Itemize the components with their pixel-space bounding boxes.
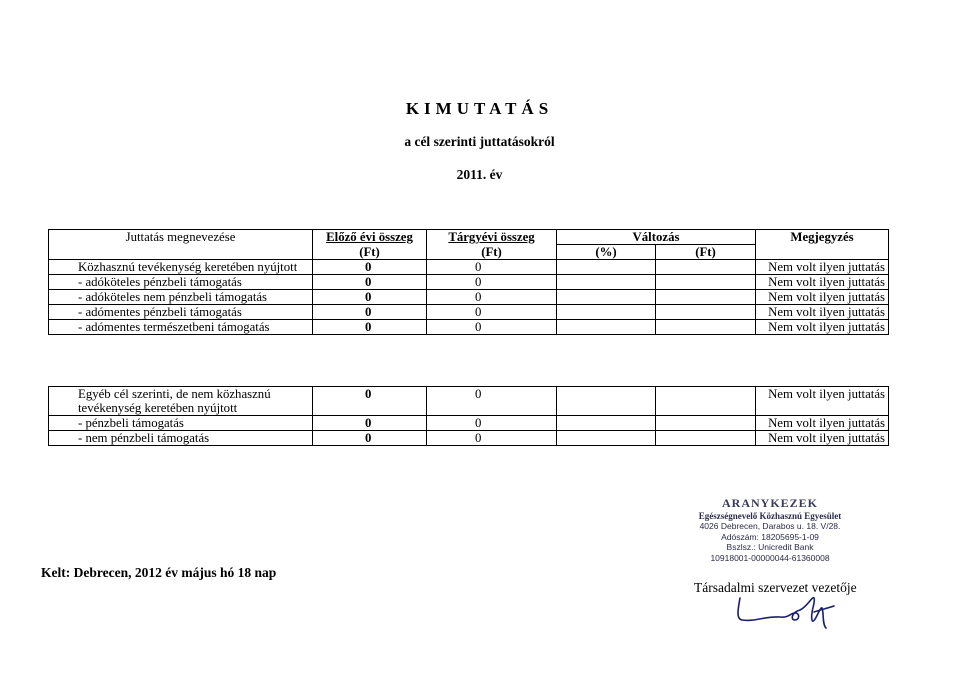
row-prev: 0	[313, 320, 427, 335]
leader-label: Társadalmi szervezet vezetője	[694, 580, 857, 595]
row-prev: 0	[313, 275, 427, 290]
document-subtitle: a cél szerinti juttatásokról	[404, 134, 555, 149]
table-row	[49, 387, 889, 416]
stamp-bank: Bszlsz.: Unicredit Bank	[726, 542, 814, 552]
table-row	[49, 305, 889, 320]
row-name: Egyéb cél szerinti, de nem közhasznú tevékenység keretében nyújtott	[49, 387, 313, 416]
signature	[730, 594, 840, 634]
header-note: Megjegyzés	[756, 230, 889, 245]
row-note: Nem volt ilyen juttatás	[756, 260, 889, 275]
stamp-account: 10918001-00000044-61360008	[710, 552, 830, 563]
row-curr: 0	[427, 260, 557, 275]
row-curr: 0	[427, 290, 557, 305]
row-note: Nem volt ilyen juttatás	[756, 431, 889, 446]
table-unit-row	[49, 245, 889, 260]
row-name: - nem pénzbeli támogatás	[49, 431, 313, 446]
row-name: Közhasznú tevékenység keretében nyújtott	[49, 260, 313, 275]
stamp-address: 4026 Debrecen, Darabos u. 18. V/28.	[699, 521, 841, 531]
row-note: Nem volt ilyen juttatás	[756, 290, 889, 305]
row-curr: 0	[427, 387, 557, 416]
row-prev: 0	[313, 260, 427, 275]
row-curr: 0	[427, 416, 557, 431]
row-curr: 0	[427, 275, 557, 290]
table-row	[49, 275, 889, 290]
row-prev: 0	[313, 387, 427, 416]
table-header-row	[49, 230, 889, 245]
unit-change-pct: (%)	[557, 245, 656, 260]
row-name: - pénzbeli támogatás	[49, 416, 313, 431]
unit-prev: (Ft)	[313, 245, 427, 260]
row-prev: 0	[313, 305, 427, 320]
stamp-org: Egészségnevelő Közhasznú Egyesület	[698, 511, 842, 521]
row-prev: 0	[313, 416, 427, 431]
header-change: Változás	[557, 230, 756, 245]
unit-curr: (Ft)	[427, 245, 557, 260]
header-prev: Előző évi összeg	[313, 230, 427, 245]
row-name: - adóköteles nem pénzbeli támogatás	[49, 290, 313, 305]
row-name: - adómentes természetbeni támogatás	[49, 320, 313, 335]
organization-stamp	[690, 496, 850, 563]
stamp-name: ARANYKEZEK	[721, 496, 818, 510]
benefits-table-other	[48, 386, 889, 446]
row-note: Nem volt ilyen juttatás	[756, 305, 889, 320]
document-year: 2011. év	[456, 167, 503, 182]
document-title: KIMUTATÁS	[405, 99, 554, 118]
row-name: - adómentes pénzbeli támogatás	[49, 305, 313, 320]
table-row	[49, 320, 889, 335]
row-name: - adóköteles pénzbeli támogatás	[49, 275, 313, 290]
row-note: Nem volt ilyen juttatás	[756, 275, 889, 290]
table-row	[49, 416, 889, 431]
row-note: Nem volt ilyen juttatás	[756, 320, 889, 335]
benefits-table-public	[48, 229, 889, 335]
header-curr: Tárgyévi összeg	[427, 230, 557, 245]
table-row	[49, 260, 889, 275]
row-curr: 0	[427, 320, 557, 335]
row-note: Nem volt ilyen juttatás	[756, 387, 889, 416]
row-curr: 0	[427, 431, 557, 446]
unit-change-ft: (Ft)	[656, 245, 756, 260]
table-row	[49, 290, 889, 305]
row-curr: 0	[427, 305, 557, 320]
header-name: Juttatás megnevezése	[49, 230, 313, 245]
stamp-tax: Adószám: 18205695-1-09	[721, 531, 819, 542]
row-prev: 0	[313, 290, 427, 305]
row-prev: 0	[313, 431, 427, 446]
dated-line: Kelt: Debrecen, 2012 év május hó 18 nap	[41, 565, 277, 580]
table-row	[49, 431, 889, 446]
row-note: Nem volt ilyen juttatás	[756, 416, 889, 431]
